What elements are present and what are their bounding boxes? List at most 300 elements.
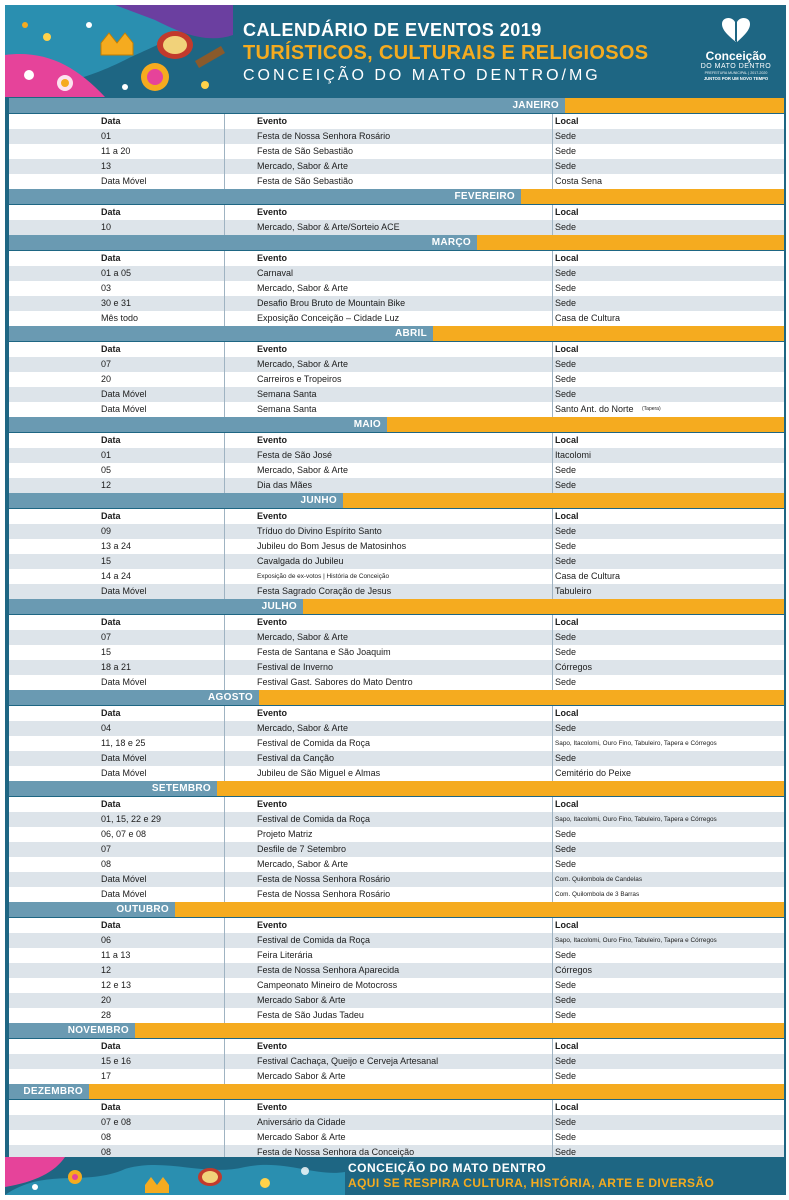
event-name: Festa de Nossa Senhora Rosário bbox=[257, 874, 391, 884]
column-divider bbox=[224, 463, 225, 478]
event-date: 04 bbox=[101, 723, 112, 733]
table-row bbox=[9, 584, 784, 599]
event-name: Festa de São José bbox=[257, 450, 333, 460]
event-name: Mercado, Sabor & Arte bbox=[257, 359, 349, 369]
column-divider bbox=[552, 114, 553, 129]
column-divider bbox=[224, 296, 225, 311]
month-band bbox=[9, 417, 784, 432]
column-divider bbox=[552, 311, 553, 326]
place-header: Local bbox=[555, 799, 579, 809]
table-row bbox=[9, 372, 784, 387]
event-name: Dia das Mães bbox=[257, 480, 313, 490]
event-date: Data Móvel bbox=[101, 753, 147, 763]
place-header: Local bbox=[555, 207, 579, 217]
table-header-row bbox=[9, 1100, 784, 1115]
event-place: Sede bbox=[555, 1147, 577, 1157]
event-place: Sede bbox=[555, 829, 577, 839]
column-divider bbox=[224, 357, 225, 372]
column-divider bbox=[224, 872, 225, 887]
event-name: Mercado, Sabor & Arte bbox=[257, 465, 349, 475]
event-name: Festa de São Judas Tadeu bbox=[257, 1010, 364, 1020]
table-row bbox=[9, 948, 784, 963]
date-header: Data bbox=[101, 435, 121, 445]
column-divider bbox=[552, 281, 553, 296]
column-divider bbox=[224, 1069, 225, 1084]
column-divider bbox=[552, 220, 553, 235]
column-divider bbox=[552, 660, 553, 675]
date-header: Data bbox=[101, 253, 121, 263]
table-row bbox=[9, 402, 784, 417]
event-date: 06, 07 e 08 bbox=[101, 829, 147, 839]
event-header: Evento bbox=[257, 435, 288, 445]
event-name: Festa de Nossa Senhora da Conceição bbox=[257, 1147, 415, 1157]
event-place: Sede bbox=[555, 1010, 577, 1020]
month-band bbox=[9, 902, 784, 917]
column-divider bbox=[552, 706, 553, 721]
event-date: Data Móvel bbox=[101, 586, 147, 596]
event-date: Data Móvel bbox=[101, 176, 147, 186]
table-row bbox=[9, 478, 784, 493]
event-name: Jubileu de São Miguel e Almas bbox=[257, 768, 381, 778]
event-place: Sede bbox=[555, 844, 577, 854]
logo-slogan: JUNTOS POR UM NOVO TEMPO bbox=[703, 76, 769, 81]
table-row bbox=[9, 174, 784, 189]
event-place: Com. Quilombola de 3 Barras bbox=[555, 891, 640, 898]
column-divider bbox=[552, 584, 553, 599]
event-place: Córregos bbox=[555, 662, 593, 672]
event-place: Sede bbox=[555, 995, 577, 1005]
event-place: Sede bbox=[555, 298, 577, 308]
column-divider bbox=[552, 539, 553, 554]
poster-footer bbox=[5, 1157, 786, 1195]
column-divider bbox=[552, 797, 553, 812]
event-date: Data Móvel bbox=[101, 768, 147, 778]
event-date: Data Móvel bbox=[101, 404, 147, 414]
table-row bbox=[9, 933, 784, 948]
event-place: Sede bbox=[555, 541, 577, 551]
heart-icon bbox=[721, 17, 751, 43]
column-divider bbox=[224, 1130, 225, 1145]
event-name: Festa de Nossa Senhora Rosário bbox=[257, 889, 391, 899]
event-place: Sapo, Itacolomi, Ouro Fino, Tabuleiro, Tapera e Córregos bbox=[555, 740, 717, 747]
event-name: Festa de São Sebastião bbox=[257, 176, 354, 186]
event-date: 17 bbox=[101, 1071, 112, 1081]
month-band-bar bbox=[9, 781, 217, 796]
date-header: Data bbox=[101, 116, 121, 126]
title-main: CALENDÁRIO DE EVENTOS 2019 bbox=[243, 20, 542, 40]
event-date: 14 a 24 bbox=[101, 571, 132, 581]
column-divider bbox=[224, 630, 225, 645]
event-place-note: (Tapera) bbox=[642, 406, 661, 412]
column-divider bbox=[552, 509, 553, 524]
column-divider bbox=[224, 797, 225, 812]
event-date: 20 bbox=[101, 995, 112, 1005]
column-divider bbox=[224, 114, 225, 129]
column-divider bbox=[552, 433, 553, 448]
event-place: Sede bbox=[555, 526, 577, 536]
table-row bbox=[9, 993, 784, 1008]
event-name: Jubileu do Bom Jesus de Matosinhos bbox=[257, 541, 407, 551]
event-name: Carreiros e Tropeiros bbox=[257, 374, 342, 384]
footer-slogan: AQUI SE RESPIRA CULTURA, HISTÓRIA, ARTE E DIVERSÃO bbox=[348, 1176, 715, 1190]
month-band-bar bbox=[9, 98, 565, 113]
month-band bbox=[9, 781, 784, 796]
event-date: 01 a 05 bbox=[101, 268, 132, 278]
column-divider bbox=[224, 129, 225, 144]
column-divider bbox=[224, 918, 225, 933]
event-header: Evento bbox=[257, 511, 288, 521]
table-row bbox=[9, 1115, 784, 1130]
event-place: Sede bbox=[555, 1117, 577, 1127]
month-band bbox=[9, 690, 784, 705]
column-divider bbox=[224, 569, 225, 584]
column-divider bbox=[224, 766, 225, 781]
event-place: Sede bbox=[555, 131, 577, 141]
event-date: 15 bbox=[101, 647, 112, 657]
event-name: Festival Cachaça, Queijo e Cerveja Artesanal bbox=[257, 1056, 439, 1066]
event-place: Sede bbox=[555, 1132, 577, 1142]
event-place: Sede bbox=[555, 389, 577, 399]
column-divider bbox=[552, 993, 553, 1008]
table-row bbox=[9, 129, 784, 144]
table-row bbox=[9, 524, 784, 539]
column-divider bbox=[224, 478, 225, 493]
column-divider bbox=[552, 721, 553, 736]
month-label: AGOSTO bbox=[208, 692, 253, 703]
event-date: 06 bbox=[101, 935, 112, 945]
event-place: Sede bbox=[555, 950, 577, 960]
column-divider bbox=[552, 463, 553, 478]
table-header-row bbox=[9, 706, 784, 721]
column-divider bbox=[224, 963, 225, 978]
event-place: Tabuleiro bbox=[555, 586, 592, 596]
month-band-bar bbox=[9, 1023, 135, 1038]
table-row bbox=[9, 645, 784, 660]
column-divider bbox=[552, 933, 553, 948]
event-name: Exposição Conceição – Cidade Luz bbox=[257, 313, 400, 323]
column-divider bbox=[224, 1008, 225, 1023]
column-divider bbox=[224, 812, 225, 827]
event-place: Costa Sena bbox=[555, 176, 603, 186]
event-place: Casa de Cultura bbox=[555, 571, 621, 581]
table-header-row bbox=[9, 1039, 784, 1054]
date-header: Data bbox=[101, 799, 121, 809]
events-table bbox=[5, 97, 786, 1177]
month-band-bar bbox=[9, 235, 477, 250]
column-divider bbox=[224, 402, 225, 417]
event-name: Mercado, Sabor & Arte/Sorteio ACE bbox=[257, 222, 400, 232]
month-label: ABRIL bbox=[394, 328, 427, 339]
event-header: Evento bbox=[257, 1041, 288, 1051]
event-date: 18 a 21 bbox=[101, 662, 132, 672]
event-date: 07 bbox=[101, 844, 112, 854]
event-place: Córregos bbox=[555, 965, 593, 975]
column-divider bbox=[552, 630, 553, 645]
event-name: Campeonato Mineiro de Motocross bbox=[257, 980, 398, 990]
event-name: Festa de Nossa Senhora Aparecida bbox=[257, 965, 400, 975]
event-name: Tríduo do Divino Espírito Santo bbox=[257, 526, 382, 536]
column-divider bbox=[224, 948, 225, 963]
column-divider bbox=[224, 509, 225, 524]
event-date: Data Móvel bbox=[101, 889, 147, 899]
table-row bbox=[9, 266, 784, 281]
event-name: Festival de Comida da Roça bbox=[257, 935, 371, 945]
table-header-row bbox=[9, 433, 784, 448]
column-divider bbox=[224, 448, 225, 463]
event-place: Sede bbox=[555, 1056, 577, 1066]
date-header: Data bbox=[101, 511, 121, 521]
column-divider bbox=[224, 174, 225, 189]
event-place: Santo Ant. do Norte bbox=[555, 404, 634, 414]
table-row bbox=[9, 220, 784, 235]
table-row bbox=[9, 675, 784, 690]
month-band bbox=[9, 493, 784, 508]
title-subtitle: TURÍSTICOS, CULTURAIS E RELIGIOSOS bbox=[243, 42, 649, 64]
column-divider bbox=[552, 159, 553, 174]
date-header: Data bbox=[101, 708, 121, 718]
footer-city: CONCEIÇÃO DO MATO DENTRO bbox=[348, 1161, 547, 1175]
column-divider bbox=[224, 281, 225, 296]
table-row bbox=[9, 554, 784, 569]
month-band-bar bbox=[9, 902, 175, 917]
table-row bbox=[9, 1130, 784, 1145]
event-date: 15 bbox=[101, 556, 112, 566]
column-divider bbox=[552, 842, 553, 857]
table-row bbox=[9, 569, 784, 584]
event-header: Evento bbox=[257, 207, 288, 217]
city-logo bbox=[690, 17, 782, 93]
table-row bbox=[9, 539, 784, 554]
column-divider bbox=[224, 1115, 225, 1130]
logo-name: Conceição bbox=[705, 49, 767, 63]
event-header: Evento bbox=[257, 253, 288, 263]
event-header: Evento bbox=[257, 799, 288, 809]
column-divider bbox=[224, 251, 225, 266]
event-date: 15 e 16 bbox=[101, 1056, 132, 1066]
event-place: Sapo, Itacolomi, Ouro Fino, Tabuleiro, Tapera e Córregos bbox=[555, 937, 717, 944]
month-band-bar bbox=[9, 326, 433, 341]
table-header-row bbox=[9, 114, 784, 129]
table-row bbox=[9, 1069, 784, 1084]
column-divider bbox=[552, 144, 553, 159]
event-name: Projeto Matriz bbox=[257, 829, 313, 839]
column-divider bbox=[224, 387, 225, 402]
event-place: Sede bbox=[555, 359, 577, 369]
event-date: 07 bbox=[101, 359, 112, 369]
column-divider bbox=[224, 311, 225, 326]
column-divider bbox=[224, 1054, 225, 1069]
column-divider bbox=[224, 342, 225, 357]
column-divider bbox=[224, 933, 225, 948]
event-date: 13 bbox=[101, 161, 112, 171]
column-divider bbox=[224, 539, 225, 554]
event-place: Com. Quilombola de Candelas bbox=[555, 876, 643, 883]
event-date: Data Móvel bbox=[101, 677, 147, 687]
column-divider bbox=[224, 675, 225, 690]
month-label: MARÇO bbox=[431, 237, 471, 248]
table-row bbox=[9, 887, 784, 902]
event-place: Sede bbox=[555, 1071, 577, 1081]
month-band-bar bbox=[9, 599, 303, 614]
month-band bbox=[9, 235, 784, 250]
date-header: Data bbox=[101, 1102, 121, 1112]
column-divider bbox=[552, 251, 553, 266]
event-name: Carnaval bbox=[257, 268, 294, 278]
month-band bbox=[9, 326, 784, 341]
event-place: Sede bbox=[555, 465, 577, 475]
table-header-row bbox=[9, 205, 784, 220]
table-header-row bbox=[9, 251, 784, 266]
place-header: Local bbox=[555, 116, 579, 126]
event-place: Itacolomi bbox=[555, 450, 592, 460]
date-header: Data bbox=[101, 617, 121, 627]
column-divider bbox=[552, 948, 553, 963]
event-name: Festival de Comida da Roça bbox=[257, 814, 371, 824]
title-block bbox=[243, 19, 683, 87]
table-row bbox=[9, 281, 784, 296]
event-name: Semana Santa bbox=[257, 404, 317, 414]
event-place: Sede bbox=[555, 632, 577, 642]
column-divider bbox=[552, 675, 553, 690]
event-name: Desfile de 7 Setembro bbox=[257, 844, 347, 854]
event-place: Sede bbox=[555, 161, 577, 171]
column-divider bbox=[552, 872, 553, 887]
column-divider bbox=[552, 372, 553, 387]
place-header: Local bbox=[555, 617, 579, 627]
event-place: Sede bbox=[555, 647, 577, 657]
table-row bbox=[9, 1008, 784, 1023]
month-band-bar bbox=[9, 690, 259, 705]
column-divider bbox=[552, 1130, 553, 1145]
column-divider bbox=[552, 129, 553, 144]
month-label: DEZEMBRO bbox=[23, 1086, 83, 1097]
table-row bbox=[9, 357, 784, 372]
month-band bbox=[9, 599, 784, 614]
column-divider bbox=[224, 887, 225, 902]
column-divider bbox=[552, 645, 553, 660]
month-band-bar bbox=[9, 1084, 89, 1099]
table-row bbox=[9, 159, 784, 174]
festive-illustration bbox=[5, 5, 233, 97]
column-divider bbox=[224, 660, 225, 675]
column-divider bbox=[552, 569, 553, 584]
place-header: Local bbox=[555, 1102, 579, 1112]
date-header: Data bbox=[101, 1041, 121, 1051]
event-name: Festa Sagrado Coração de Jesus bbox=[257, 586, 392, 596]
column-divider bbox=[224, 266, 225, 281]
event-name: Festa de Santana e São Joaquim bbox=[257, 647, 391, 657]
table-row bbox=[9, 311, 784, 326]
event-date: 01 bbox=[101, 131, 112, 141]
month-band bbox=[9, 1023, 784, 1038]
column-divider bbox=[224, 1100, 225, 1115]
event-name: Festival da Canção bbox=[257, 753, 335, 763]
event-name: Mercado Sabor & Arte bbox=[257, 1071, 346, 1081]
event-header: Evento bbox=[257, 708, 288, 718]
month-band-bar bbox=[9, 189, 521, 204]
event-name: Mercado, Sabor & Arte bbox=[257, 632, 349, 642]
column-divider bbox=[224, 524, 225, 539]
place-header: Local bbox=[555, 253, 579, 263]
event-date: 12 bbox=[101, 965, 112, 975]
event-name: Festival Gast. Sabores do Mato Dentro bbox=[257, 677, 413, 687]
month-band bbox=[9, 1084, 784, 1099]
event-place: Sede bbox=[555, 980, 577, 990]
column-divider bbox=[224, 144, 225, 159]
event-place: Sede bbox=[555, 480, 577, 490]
event-date: Mês todo bbox=[101, 313, 139, 323]
event-date: 30 e 31 bbox=[101, 298, 132, 308]
column-divider bbox=[552, 554, 553, 569]
table-row bbox=[9, 721, 784, 736]
table-row bbox=[9, 296, 784, 311]
column-divider bbox=[224, 372, 225, 387]
event-name: Desafio Brou Bruto de Mountain Bike bbox=[257, 298, 406, 308]
column-divider bbox=[552, 1039, 553, 1054]
event-date: 28 bbox=[101, 1010, 112, 1020]
table-row bbox=[9, 827, 784, 842]
event-date: 20 bbox=[101, 374, 112, 384]
place-header: Local bbox=[555, 435, 579, 445]
month-band-bar bbox=[9, 417, 387, 432]
event-header: Evento bbox=[257, 116, 288, 126]
event-date: 13 a 24 bbox=[101, 541, 132, 551]
column-divider bbox=[224, 978, 225, 993]
table-row bbox=[9, 736, 784, 751]
event-name: Mercado Sabor & Arte bbox=[257, 1132, 346, 1142]
column-divider bbox=[552, 174, 553, 189]
column-divider bbox=[552, 357, 553, 372]
logo-prefeitura: PREFEITURA MUNICIPAL | 2017-2020 bbox=[704, 71, 768, 75]
table-row bbox=[9, 630, 784, 645]
event-name: Cavalgada do Jubileu bbox=[257, 556, 344, 566]
event-date: 09 bbox=[101, 526, 112, 536]
event-date: 11, 18 e 25 bbox=[101, 738, 146, 748]
column-divider bbox=[224, 615, 225, 630]
table-row bbox=[9, 842, 784, 857]
table-header-row bbox=[9, 797, 784, 812]
month-band bbox=[9, 98, 784, 113]
column-divider bbox=[224, 842, 225, 857]
table-row bbox=[9, 857, 784, 872]
column-divider bbox=[552, 1069, 553, 1084]
event-date: 01 bbox=[101, 450, 112, 460]
event-place: Sede bbox=[555, 677, 577, 687]
event-header: Evento bbox=[257, 344, 288, 354]
table-row bbox=[9, 766, 784, 781]
column-divider bbox=[224, 751, 225, 766]
month-label: FEVEREIRO bbox=[454, 191, 515, 202]
event-name: Feira Literária bbox=[257, 950, 313, 960]
column-divider bbox=[552, 736, 553, 751]
event-date: Data Móvel bbox=[101, 874, 147, 884]
event-place: Sede bbox=[555, 753, 577, 763]
logo-subname: DO MATO DENTRO bbox=[700, 63, 772, 70]
place-header: Local bbox=[555, 1041, 579, 1051]
event-name: Aniversário da Cidade bbox=[257, 1117, 346, 1127]
column-divider bbox=[552, 402, 553, 417]
poster-header bbox=[5, 5, 786, 97]
table-row bbox=[9, 978, 784, 993]
column-divider bbox=[552, 887, 553, 902]
table-row bbox=[9, 751, 784, 766]
event-name: Semana Santa bbox=[257, 389, 317, 399]
event-date: 07 bbox=[101, 632, 112, 642]
column-divider bbox=[224, 220, 225, 235]
column-divider bbox=[224, 584, 225, 599]
event-name: Festival de Inverno bbox=[257, 662, 334, 672]
table-header-row bbox=[9, 509, 784, 524]
